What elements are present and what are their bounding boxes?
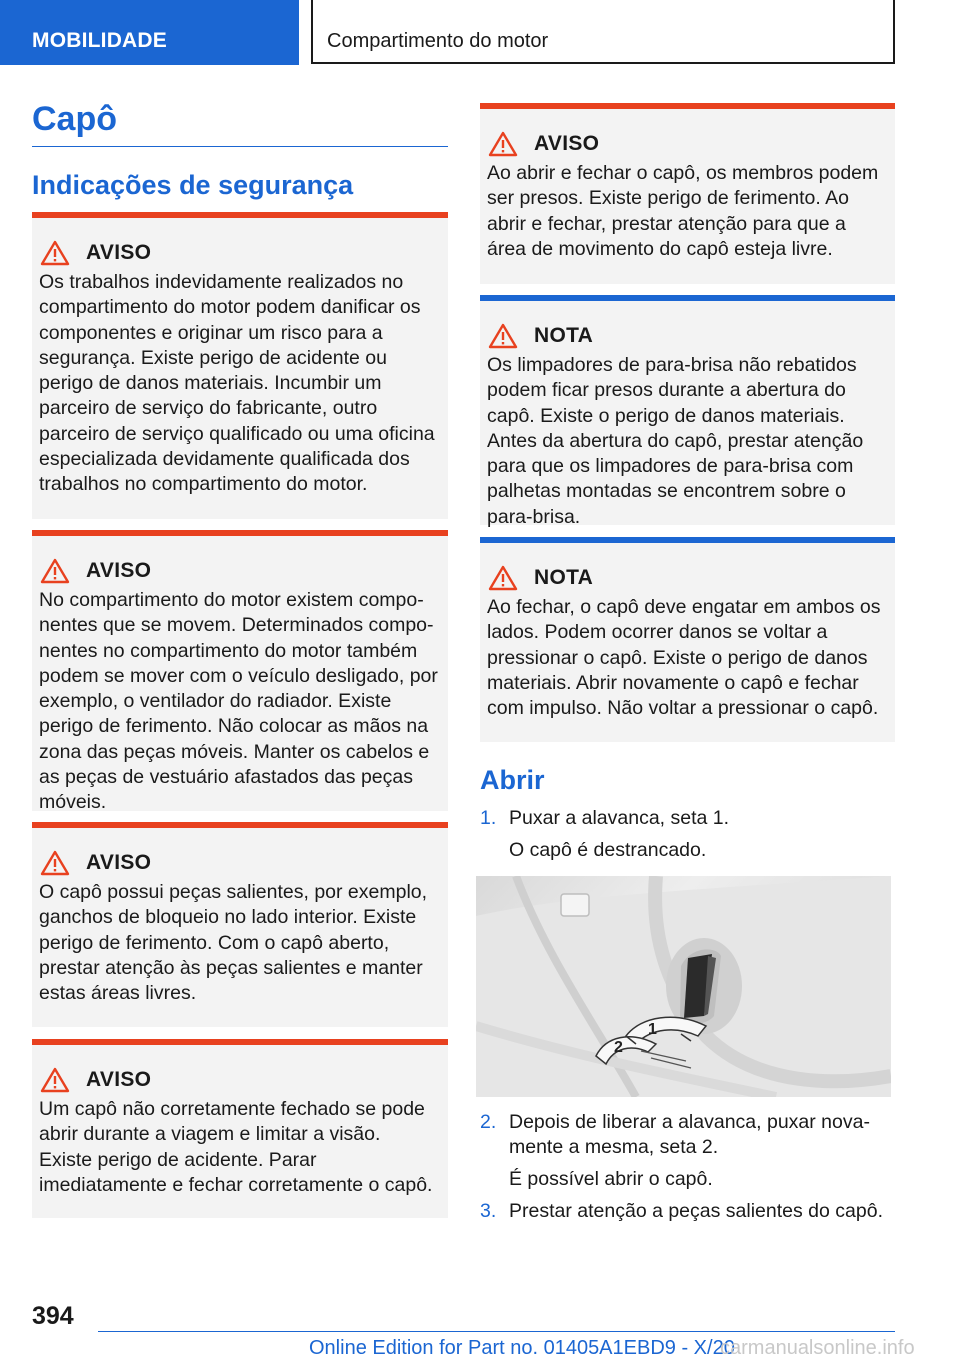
- warning-box: [32, 822, 448, 1027]
- warning-label: AVISO: [86, 1068, 152, 1091]
- section-heading-open: Abrir: [480, 765, 545, 795]
- warning-triangle-icon: [40, 850, 70, 876]
- note-label: NOTA: [534, 566, 594, 589]
- warning-label: AVISO: [86, 851, 152, 874]
- warning-triangle-icon: [488, 323, 518, 349]
- edition-text: Online Edition for Part no. 01405A1EBD9 - X/20: [309, 1337, 735, 1359]
- step-number: 3.: [480, 1200, 497, 1222]
- warning-text: Um capô não corretamente fechado se pode abrir durante a viagem e limitar a visão. Existe perigo de acidente. Parar imediatamente e fechar corretamente o capô.: [39, 1098, 433, 1196]
- warning-box: [32, 212, 448, 519]
- arrow-label-1: 1: [648, 1021, 657, 1038]
- section-heading-safety: Indicações de segurança: [32, 170, 354, 200]
- warning-triangle-icon: [40, 558, 70, 584]
- hood-release-figure: [476, 876, 891, 1097]
- page-number: 394: [32, 1302, 74, 1330]
- warning-triangle-icon: [488, 565, 518, 591]
- warning-triangle-icon: [40, 1067, 70, 1093]
- page-title: Capô: [32, 100, 117, 138]
- note-text: Os limpadores de para-brisa não rebatidos podem ficar presos durante a abertura do capô. Existe o perigo de danos materiais. Antes da abertura do capô, prestar atenção para que os limpadores de para-brisa com palhetas montadas se encontrem sobre o para-brisa.: [487, 354, 864, 528]
- note-label: NOTA: [534, 324, 594, 347]
- chapter-label: Compartimento do motor: [327, 30, 549, 52]
- warning-box: [480, 103, 895, 284]
- warning-text: O capô possui peças salientes, por exemplo, ganchos de bloqueio no lado interior. Existe perigo de ferimento. Com o capô aberto, prestar atenção às peças salientes e manter estas áreas livres.: [39, 881, 428, 1005]
- step-number: 2.: [480, 1111, 497, 1133]
- step-text: Depois de liberar a alavanca, puxar novamente a mesma, seta 2.: [509, 1111, 870, 1159]
- note-box: [480, 295, 895, 528]
- section-tab: [0, 0, 299, 65]
- step-result-text: É possível abrir o capô.: [509, 1168, 713, 1190]
- warning-triangle-icon: [40, 240, 70, 266]
- watermark: carmanualsonline.info: [720, 1337, 915, 1359]
- chapter-tab: [311, 0, 895, 64]
- warning-label: AVISO: [86, 559, 152, 582]
- warning-box: [32, 530, 448, 814]
- footer-divider: [98, 1331, 895, 1332]
- warning-text: No compartimento do motor existem componentes que se movem. Determinados componentes no compartimento do motor também podem se mover com o veículo desligado, por exemplo, o ventilador do radiador. Existe perigo de ferimento. Não colocar as mãos na zona das peças móveis. Manter os cabelos e as peças de vestuário afastados das peças móveis.: [39, 589, 438, 814]
- note-text: Ao fechar, o capô deve engatar em ambos os lados. Podem ocorrer danos se voltar a pressionar o capô. Existe o perigo de danos materiais. Abrir novamente o capô e fechar com impulso. Não voltar a pressionar o capô.: [487, 596, 881, 720]
- hood-lever-illustration: [476, 876, 891, 1097]
- step-result-text: O capô é destrancado.: [509, 839, 707, 861]
- warning-label: AVISO: [534, 132, 600, 155]
- step-number: 1.: [480, 807, 497, 829]
- section-label: MOBILIDADE: [32, 29, 167, 52]
- arrow-label-2: 2: [614, 1039, 623, 1056]
- warning-triangle-icon: [488, 131, 518, 157]
- title-divider: [32, 146, 448, 147]
- note-box: [480, 537, 895, 742]
- warning-text: Ao abrir e fechar o capô, os membros podem ser presos. Existe perigo de ferimento. Ao abrir e fechar, prestar atenção para que a área de movimento do capô esteja livre.: [487, 162, 879, 260]
- warning-box: [32, 1039, 448, 1218]
- step-text: Prestar atenção a peças salientes do capô.: [509, 1200, 883, 1222]
- step-text: Puxar a alavanca, seta 1.: [509, 807, 730, 829]
- warning-label: AVISO: [86, 241, 152, 264]
- warning-text: Os trabalhos indevidamente realizados no compartimento do motor podem danificar os componentes e originar um risco para a segurança. Existe perigo de acidente ou perigo de danos materiais. Incumbir um parceiro de serviço do fabricante, outro parceiro de serviço qualificado ou uma oficina especializada devidamente qualificada dos trabalhos no compartimento do motor.: [39, 271, 435, 496]
